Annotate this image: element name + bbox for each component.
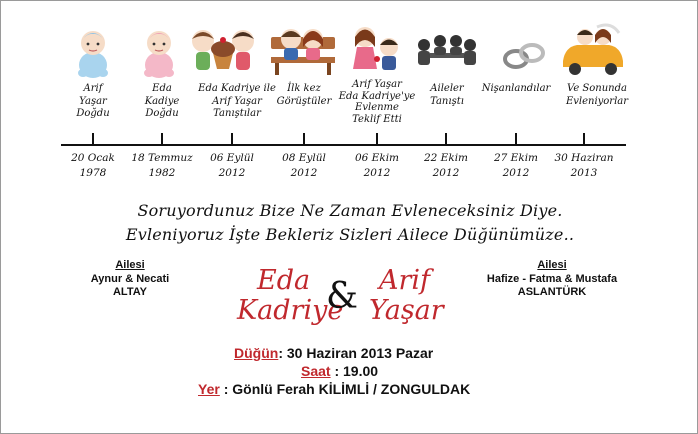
couple-cupcake-icon xyxy=(187,23,259,79)
bride-family xyxy=(45,259,215,300)
bride-last-name: Kadriye xyxy=(237,295,344,326)
invitation-message-line-1: Soruyordunuz Bize Ne Zaman Evleneceksiniz Diye. xyxy=(137,201,563,220)
timeline-tick xyxy=(583,133,585,145)
rings-icon xyxy=(492,23,556,79)
timeline-label-5: Arif Yaşar Eda Kadriye'ye Evlenme Teklif Etti xyxy=(338,79,416,125)
timeline-date-8: 30 Haziran 2013 xyxy=(554,152,614,179)
timeline-label-7: Nişanlandılar xyxy=(481,83,551,94)
timeline-tick xyxy=(376,133,378,145)
timeline-tick xyxy=(515,133,517,145)
bride-first-name: Eda xyxy=(257,265,311,296)
bride-family-surname: ALTAY xyxy=(112,286,148,298)
bride-family-parents: Aynur & Necati xyxy=(90,272,170,285)
couple-bench-icon xyxy=(267,23,339,79)
timeline-label-3: Eda Kadriye ile Arif Yaşar Tanıştılar xyxy=(198,83,276,119)
timeline-axis xyxy=(61,144,626,146)
timeline-label-6: Aileler Tanıştı xyxy=(430,83,464,107)
timeline-tick xyxy=(161,133,163,145)
wedding-value: : 30 Haziran 2013 Pazar xyxy=(278,345,434,361)
baby-boy-icon xyxy=(61,23,125,79)
timeline-label-4: İlk kez Görüştüler xyxy=(276,83,332,107)
timeline-label-8: Ve Sonunda Evleniyorlar xyxy=(565,83,629,107)
wedding-label: Düğün xyxy=(234,345,279,361)
invitation-message-line-2: Evleniyoruz İşte Bekleriz Sizleri Ailece Düğünümüze.. xyxy=(125,225,575,244)
time-value: : 19.00 xyxy=(330,363,379,379)
timeline-date-7: 27 Ekim 2012 xyxy=(493,152,539,179)
timeline-date-2: 18 Temmuz 1982 xyxy=(131,152,193,179)
groom-last-name: Yaşar xyxy=(369,295,444,326)
groom-family xyxy=(467,259,637,300)
timeline-label-1: Arif Yaşar Doğdu xyxy=(76,83,110,119)
timeline-tick xyxy=(92,133,94,145)
timeline-tick xyxy=(303,133,305,145)
timeline-date-4: 08 Eylül 2012 xyxy=(282,152,326,179)
wedding-time-line xyxy=(301,363,378,379)
ampersand: & xyxy=(326,276,359,317)
wedding-car-icon xyxy=(559,23,627,79)
wedding-place-line xyxy=(198,381,470,397)
baby-girl-icon xyxy=(127,23,191,79)
proposal-icon xyxy=(347,23,405,79)
bride-family-title: Ailesi xyxy=(115,259,145,271)
timeline-date-1: 20 Ocak 1978 xyxy=(71,152,115,179)
groom-family-title: Ailesi xyxy=(537,259,567,271)
place-value: : Gönlü Ferah KİLİMLİ / ZONGULDAK xyxy=(219,381,471,397)
timeline-label-2: Eda Kadiye Doğdu xyxy=(144,83,180,119)
place-label: Yer xyxy=(198,381,220,397)
groom-family-parents: Hafize - Fatma & Mustafa xyxy=(486,272,618,285)
timeline-tick xyxy=(445,133,447,145)
timeline-tick xyxy=(231,133,233,145)
timeline-date-3: 06 Eylül 2012 xyxy=(210,152,254,179)
family-meeting-icon xyxy=(412,23,482,79)
groom-family-surname: ASLANTÜRK xyxy=(517,286,587,298)
wedding-date-line xyxy=(234,345,433,361)
time-label: Saat xyxy=(301,363,331,379)
groom-first-name: Arif xyxy=(379,265,431,296)
timeline-date-6: 22 Ekim 2012 xyxy=(423,152,469,179)
timeline-date-5: 06 Ekim 2012 xyxy=(354,152,400,179)
